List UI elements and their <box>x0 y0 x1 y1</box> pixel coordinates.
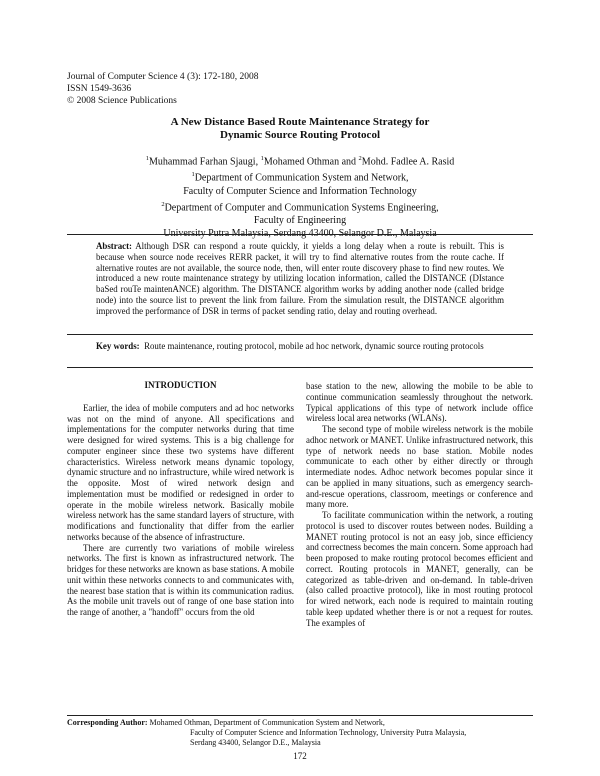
keywords <box>96 341 504 352</box>
affiliation-2-dept: Department of Computer and Communication Systems Engineering, <box>164 201 439 213</box>
intro-paragraph-5: To facilitate communication within the network, a routing protocol is used to discover routes between nodes. Building a MANET routing protocol is not an easy job, since efficiency and correctness becomes the main concern. Some approach had been proposed to make routing protocol becomes efficient and correct. Routing protocols in MANET, generally, can be categorized as table-driven and on-demand. In table-driven (also called proactive protocol), like in most routing protocol for wired network, each node is required to maintain routing table keep updated whether there is or not a request for routes. The examples of <box>306 510 533 628</box>
title-line-1: A New Distance Based Route Maintenance Strategy for <box>170 116 430 128</box>
affiliation-1-mark: 1 <box>191 171 195 179</box>
footer-rule <box>67 715 533 716</box>
abstract-bottom-rule <box>67 334 533 335</box>
journal-issn: ISSN 1549-3636 <box>67 83 132 94</box>
keywords-label: Key words: <box>96 341 140 351</box>
intro-paragraph-2: There are currently two variations of mobile wireless networks. The first is known as infrastructured network. The bridges for these networks are known as base stations. A mobile unit within these networks connects to and communicates with, the nearest base station that is within its communication radius. As the mobile unit travels out of range of one base station into the range of another, a "handoff" occurs from the old <box>67 542 295 617</box>
intro-paragraph-4: The second type of mobile wireless network is the mobile adhoc network or MANET. Unlike infrastructured network, this type of network needs no base station. Mobile nodes communicate to each other by either directly or through intermediate nodes. Adhoc network becomes popular since it can be applied in many situations, such as emergency search-and-rescue operations, classroom, meetings or conference and many more. <box>306 424 533 510</box>
author-1-mark: 1 <box>145 155 149 162</box>
author-2-mark: 1 <box>260 155 264 162</box>
abstract-top-rule <box>67 234 533 235</box>
corresponding-line-2: Faculty of Computer Science and Information Technology, University Putra Malaysia, <box>190 728 467 737</box>
corresponding-author <box>67 718 533 748</box>
affiliation-2-faculty: Faculty of Engineering <box>253 214 347 226</box>
affiliation-1-dept: Department of Communication System and Network, <box>194 172 409 184</box>
corresponding-line-3: Serdang 43400, Selangor D.E., Malaysia <box>190 738 321 747</box>
abstract <box>96 241 504 316</box>
keywords-text: Route maintenance, routing protocol, mobile ad hoc network, dynamic source routing protocols <box>144 341 484 351</box>
corresponding-name: Mohamed Othman, Department of Communication System and Network, <box>147 718 385 727</box>
journal-copyright: © 2008 Science Publications <box>67 95 177 106</box>
intro-paragraph-3: base station to the new, allowing the mobile to be able to continue communication seamlessly throughout the network. Typical applications of this type of network include office wireless local area networks (WLANs). <box>306 381 533 424</box>
corresponding-label: Corresponding Author: <box>67 718 148 727</box>
author-block <box>60 152 540 240</box>
author-2: Mohamed Othman and <box>263 156 359 168</box>
affiliation-university: University Putra Malaysia, Serdang 43400, Selangor D.E., Malaysia <box>163 227 437 239</box>
affiliation-2 <box>60 198 540 214</box>
intro-paragraph-1: Earlier, the idea of mobile computers and ad hoc networks was not on the mind of anyone. All specifications and implementations for the computer networks during that time were designed for wired systems. This is a big challenge for computer engineer since these two systems have different characteristics. Wireless network means dynamic topology, dynamic structure and no infrastructure, while wired network is the opposite. Most of wired network design and implementation must be modified or redesigned in order to operate in the mobile wireless network. Basically mobile wireless network has the same standard layers of structure, with modifications and functionality that differ from the earlier networks because of the absence of infrastructure. <box>67 402 294 542</box>
left-column <box>67 380 294 618</box>
title-line-2: Dynamic Source Routing Protocol <box>220 129 380 141</box>
journal-citation: Journal of Computer Science 4 (3): 172-180, 2008 <box>67 72 259 82</box>
corresponding-line-1 <box>67 718 533 728</box>
right-column <box>306 381 533 628</box>
abstract-text: Although DSR can respond a route quickly, it yields a long delay when a route is rebuilt. This is because when source node receives RERR packet, it will try to find alternative routes from the route cache. If alternative routes are not available, the source node, then, will enter route discovery phase to find new routes. We introduced a new route maintenance strategy by utilizing location information, called the DISTANCE (DIstance baSed rouTe maintenANCE) algorithm. The DISTANCE algorithm works by adding another node (called bridge node) into the source list to prevent the link from failure. From the simulation result, the DISTANCE algorithm improved the performance of DSR in terms of packet sending ratio, delay and routing overhead. <box>96 241 504 316</box>
keywords-bottom-rule <box>67 367 533 368</box>
paper-title <box>60 116 540 142</box>
author-3-mark: 2 <box>358 155 362 162</box>
journal-header <box>67 72 259 107</box>
affiliation-1-faculty: Faculty of Computer Science and Information Technology <box>183 185 417 197</box>
affiliation-2-mark: 2 <box>161 200 165 208</box>
introduction-heading: INTRODUCTION <box>144 380 217 390</box>
affiliation-1 <box>60 168 540 184</box>
abstract-label: Abstract: <box>96 241 132 251</box>
author-names <box>60 152 540 168</box>
author-3: Mohd. Fadlee A. Rasid <box>361 156 455 168</box>
page-number: 172 <box>293 751 307 761</box>
author-1: Muhammad Farhan Sjaugi, <box>148 156 261 168</box>
